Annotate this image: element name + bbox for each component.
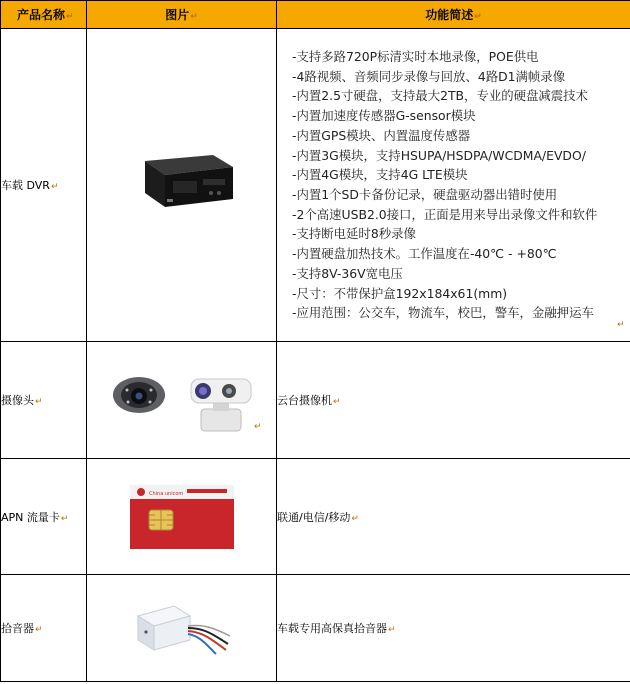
- sim-card-icon: [129, 484, 235, 550]
- product-image-cell: [87, 342, 277, 459]
- feature-item: -内置加速度传感器G-sensor模块: [292, 108, 476, 124]
- product-name-cell: 摄像头↵: [1, 342, 87, 459]
- camera-icon: [107, 365, 257, 435]
- paragraph-mark: ↵: [190, 12, 198, 22]
- feature-item: -内置2.5寸硬盘，支持最大2TB，专业的硬盘减震技术: [292, 88, 588, 104]
- product-image-cell: [87, 575, 277, 682]
- feature-item: -内置GPS模块、内置温度传感器: [292, 127, 471, 143]
- audio-pickup-icon: [132, 598, 232, 658]
- paragraph-mark: ↵: [60, 513, 69, 524]
- feature-item: -支持多路720P标清实时本地录像，POE供电: [292, 49, 539, 65]
- table-row: [1, 29, 630, 342]
- paragraph-mark: ↵: [50, 182, 59, 192]
- feature-item: -2个高速USB2.0接口，正面是用来导出录像文件和软件: [292, 206, 598, 222]
- feature-item: -支持8V-36V宽电压: [292, 265, 403, 281]
- paragraph-mark: ↵: [66, 12, 74, 22]
- feature-item: -应用范围：公交车，物流车，校巴，警车，金融押运车: [292, 305, 594, 321]
- paragraph-mark: ↵: [333, 397, 341, 407]
- product-image-cell: [87, 29, 277, 342]
- product-name-cell: 拾音器↵: [1, 575, 87, 682]
- feature-item: -尺寸：不带保护盒192x184x61(mm): [292, 285, 508, 301]
- product-name-cell: APN 流量卡↵: [1, 459, 87, 575]
- product-description-cell: 联通/电信/移动↵: [277, 459, 630, 575]
- table-header-row: [1, 1, 630, 29]
- paragraph-mark: ↵: [351, 513, 359, 524]
- feature-item: -内置硬盘加热技术。工作温度在-40℃ - +80℃: [292, 246, 557, 262]
- paragraph-mark: ↵: [474, 12, 482, 22]
- table-row: [1, 459, 630, 575]
- sim-card-brand-text: China unicom: [148, 490, 183, 497]
- product-description-cell: 车载专用高保真拾音器↵: [277, 575, 630, 682]
- feature-item: -内置1个SD卡备份记录，硬盘驱动器出错时使用: [292, 187, 558, 202]
- feature-list: [277, 47, 630, 323]
- feature-item: -4路视频、音频同步录像与回放、4路D1满帧录像: [292, 68, 566, 84]
- paragraph-mark: ↵: [35, 397, 43, 407]
- table-row: [1, 575, 630, 682]
- product-feature-cell: [277, 29, 630, 342]
- feature-item: -支持断电延时8秒录像: [292, 226, 416, 242]
- paragraph-mark: ↵: [388, 625, 396, 635]
- header-product-name: 产品名称↵: [1, 1, 87, 29]
- mobile-dvr-box-icon: [127, 153, 237, 217]
- feature-item: -内置3G模块，支持HSUPA/HSDPA/WCDMA/EVDO/: [292, 147, 586, 163]
- paragraph-mark: ↵: [35, 625, 43, 635]
- paragraph-mark: ↵: [254, 422, 262, 432]
- header-image: 图片↵: [87, 1, 277, 29]
- header-description: 功能简述↵: [277, 1, 630, 29]
- feature-item: -内置4G模块，支持4G LTE模块: [292, 167, 468, 183]
- product-name-cell: 车载 DVR↵: [1, 29, 87, 342]
- table-row: [1, 342, 630, 459]
- product-image-cell: [87, 459, 277, 575]
- product-description-cell: 云台摄像机↵: [277, 342, 630, 459]
- paragraph-mark: ↵: [617, 320, 625, 330]
